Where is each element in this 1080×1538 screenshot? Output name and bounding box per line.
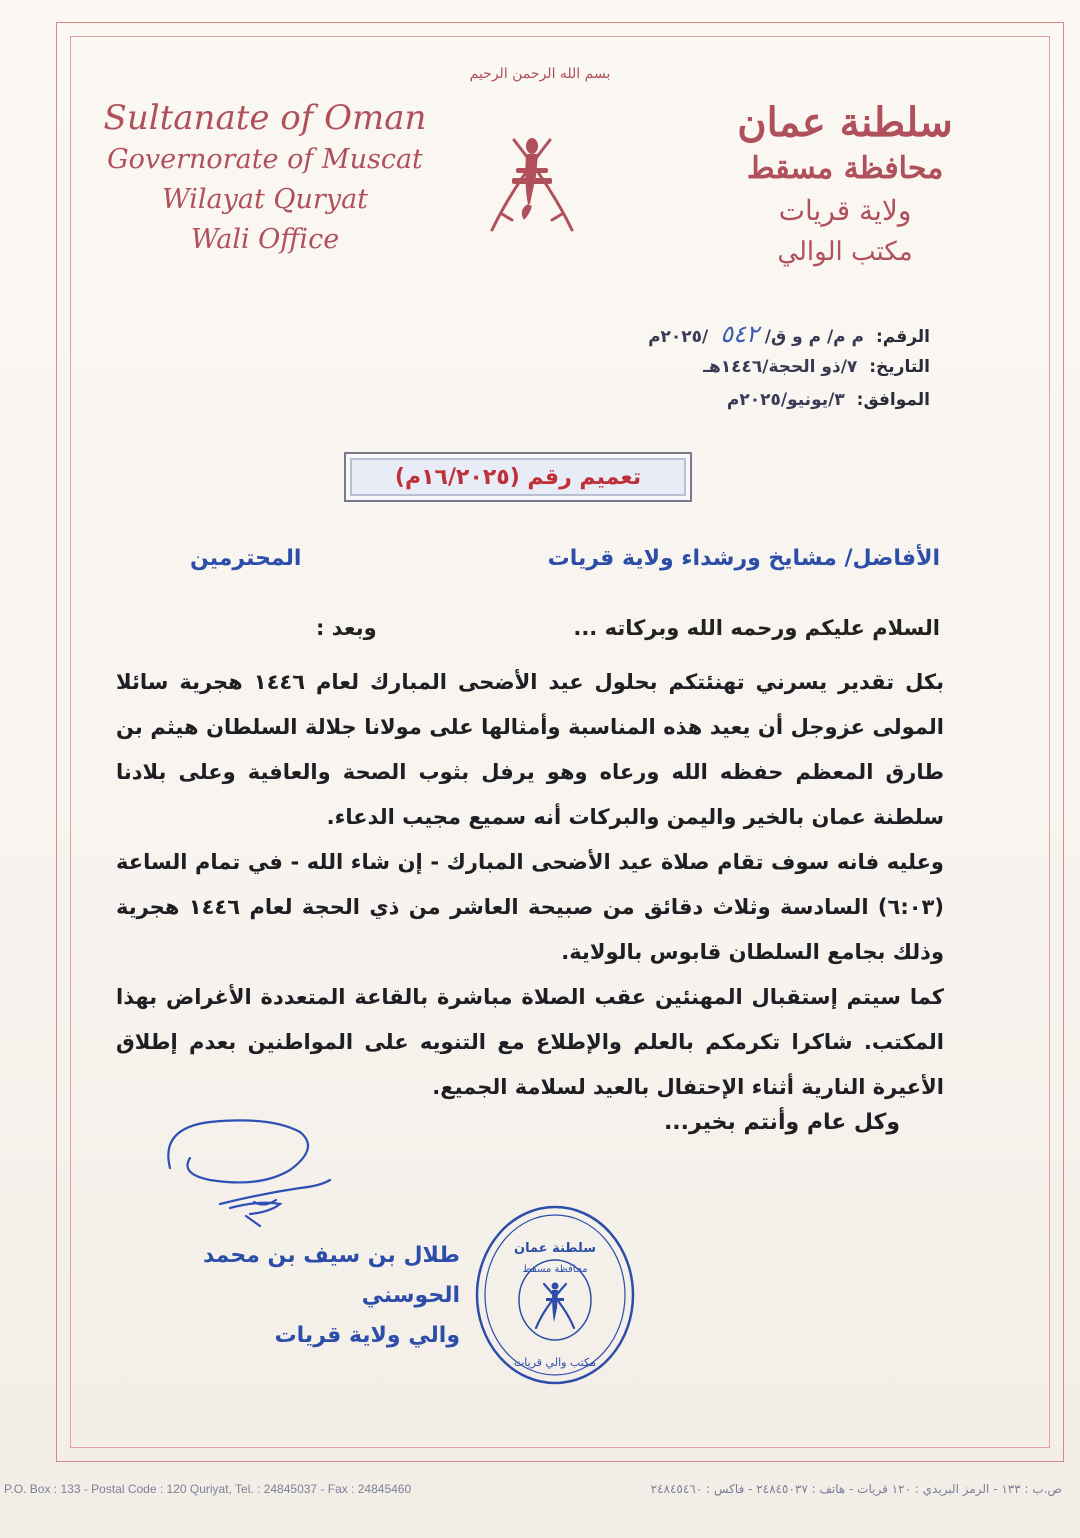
addressee-name: الأفاضل/ مشايخ ورشداء ولاية قريات	[547, 546, 940, 571]
hijri-date-row	[560, 351, 930, 384]
body-paragraph-2: وعليه فانه سوف تقام صلاة عيد الأضحى المبارك - إن شاء الله - في تمام الساعة (٦:٠٣) السادسة وثلاث دقائق من صبيحة العاشر من ذي الحجة لعام ١٤٤٦ هجرية وذلك بجامع السلطان قابوس بالولاية.	[116, 850, 944, 964]
stamp-text-bottom: مكتب والي قريات	[513, 1356, 597, 1369]
letterhead-en-country: Sultanate of Oman	[103, 98, 427, 138]
signer-name: طلال بن سيف بن محمد الحوسني	[202, 1243, 460, 1308]
english-letterhead	[100, 96, 430, 260]
footer-english: P.O. Box : 133 - Postal Code : 120 Quriyat, Tel. : 24845037 - Fax : 24845460	[4, 1482, 412, 1496]
ref-label: الرقم:	[875, 327, 930, 347]
signer-title: والي ولاية قريات	[274, 1323, 460, 1348]
letter-footer	[0, 1478, 1080, 1504]
footer-arabic: ص.ب : ١٣٣ - الرمز البريدي : ١٢٠ قريات - هاتف : ٢٤٨٤٥٠٣٧ - فاكس : ٢٤٨٤٥٤٦٠	[650, 1482, 1062, 1496]
basmala: بسم الله الرحمن الرحيم	[469, 66, 611, 82]
ref-value: م م/ م و ق/	[764, 327, 865, 347]
corresponding-label: الموافق:	[856, 390, 930, 410]
circular-title: تعميم رقم (١٦/٢٠٢٥م)	[344, 452, 692, 502]
oman-emblem-icon	[472, 118, 592, 238]
letterhead-ar-office: مكتب الوالي	[777, 237, 913, 267]
gregorian-date-row	[560, 384, 930, 417]
date-label: التاريخ:	[869, 357, 930, 377]
stamp-text-top: سلطنة عمان	[513, 1241, 597, 1256]
letter-body	[116, 660, 944, 1110]
greeting-after: وبعد :	[316, 616, 377, 640]
stamp-text-mid: محافظة مسقط	[522, 1264, 588, 1275]
greeting-salam: السلام عليكم ورحمه الله وبركاته ...	[573, 616, 940, 640]
closing-line: وكل عام وأنتم بخير...	[663, 1110, 900, 1135]
date-value: ٧/ذو الحجة/١٤٤٦هـ	[703, 357, 858, 377]
letterhead-en-office: Wali Office	[190, 224, 340, 255]
body-paragraph-1: بكل تقدير يسرني تهنئتكم بحلول عيد الأضحى المبارك لعام ١٤٤٦ هجرية سائلا المولى عزوجل أن يعيد هذه المناسبة وأمثالها على مولانا جلالة السلطان هيثم بن طارق المعظم حفظه الله ورعاه وهو يرفل بثوب الصحة والعافية وعلى بلادنا سلطنة عمان بالخير واليمن والبركات أنه سميع مجيب الدعاء.	[116, 670, 945, 829]
letterhead-ar-country: سلطنة عمان	[737, 99, 953, 146]
ref-handwritten-number: ٥٤٢	[720, 320, 759, 348]
ref-number-row	[560, 318, 930, 351]
letterhead-ar-wilayat: ولاية قريات	[778, 194, 912, 227]
ref-year: /٢٠٢٥م	[648, 327, 709, 347]
arabic-letterhead	[700, 98, 990, 272]
official-stamp-icon	[470, 1200, 640, 1390]
signature-icon	[150, 1108, 340, 1238]
document-meta	[560, 318, 930, 417]
addressee-honorific: المحترمين	[190, 546, 302, 571]
greeting-line	[300, 616, 940, 650]
letterhead-en-governorate: Governorate of Muscat	[107, 144, 423, 175]
signer-block	[100, 1236, 460, 1356]
addressee-line	[180, 546, 940, 582]
body-paragraph-3: كما سيتم إستقبال المهنئين عقب الصلاة مباشرة بالقاعة المتعددة الأغراض بهذا المكتب. شاكرا تكرمكم بالعلم والإطلاع مع التنويه على المواطنين بعدم إطلاق الأعيرة النارية أثناء الإحتفال بالعيد لسلامة الجميع.	[116, 985, 944, 1099]
corresponding-value: ٣/يونيو/٢٠٢٥م	[726, 390, 845, 410]
letterhead-ar-governorate: محافظة مسقط	[746, 151, 944, 186]
letterhead-en-wilayat: Wilayat Quryat	[161, 184, 369, 215]
